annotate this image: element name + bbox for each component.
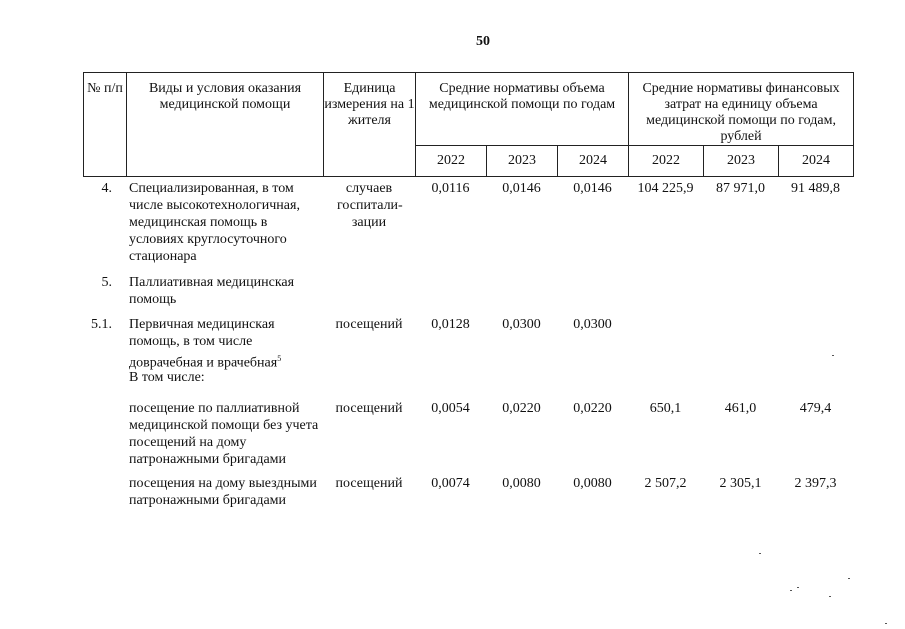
row-name: Специализированная, в том числе высокотехнологичная, медицинская помощь в условиях круглосуточного стационара: [129, 181, 300, 264]
footnote-marker: 5: [277, 354, 282, 363]
finance-2022: 650,1: [649, 401, 682, 416]
row-number: 4.: [101, 181, 112, 196]
row-number: [83, 369, 126, 400]
scan-speck: [797, 587, 799, 588]
row-name: В том числе:: [129, 370, 205, 385]
table-row: [83, 475, 853, 535]
table-row: [83, 369, 853, 400]
row-number: 5.1.: [91, 317, 112, 332]
row-number: [83, 475, 126, 535]
table-row: [83, 316, 853, 369]
row-number: 5.: [101, 275, 112, 290]
table-row: [83, 180, 853, 274]
volume-2022: 0,0074: [431, 476, 470, 491]
header-year: 2024: [779, 146, 854, 177]
header-unit: Единица измерения на 1 жителя: [324, 73, 416, 177]
scan-speck: [885, 623, 887, 624]
header-year: 2024: [558, 146, 629, 177]
header-number: № п/п: [84, 73, 127, 177]
scan-speck: [848, 578, 850, 579]
row-name: Паллиативная медицинская помощь: [129, 275, 295, 307]
row-unit: посещений: [335, 476, 403, 491]
finance-2024: 479,4: [799, 401, 832, 416]
volume-2023: 0,0146: [502, 181, 541, 196]
row-unit: случаев госпитали-зации: [337, 181, 403, 230]
volume-2022: 0,0116: [431, 181, 470, 196]
page-number: 50: [476, 34, 490, 49]
header-volume: Средние нормативы объема медицинской помощи по годам: [416, 73, 629, 146]
finance-2023: 87 971,0: [716, 181, 765, 196]
finance-2023: 461,0: [724, 401, 757, 416]
volume-2023: 0,0300: [502, 317, 541, 332]
volume-2024: 0,0300: [573, 317, 612, 332]
header-year: 2023: [487, 146, 558, 177]
header-finance: Средние нормативы финансовых затрат на единицу объема медицинской помощи по годам, рублей: [629, 73, 854, 146]
volume-2022: 0,0054: [431, 401, 470, 416]
row-number: [83, 400, 126, 475]
header-types: Виды и условия оказания медицинской помощи: [127, 73, 324, 177]
volume-2023: 0,0080: [502, 476, 541, 491]
volume-2024: 0,0080: [573, 476, 612, 491]
finance-2022: 104 225,9: [637, 181, 694, 196]
scan-speck: [829, 596, 831, 597]
finance-2022: 2 507,2: [644, 476, 687, 491]
header-year: 2023: [704, 146, 779, 177]
finance-2024: 91 489,8: [791, 181, 840, 196]
row-unit: посещений: [335, 317, 403, 332]
header-year: 2022: [416, 146, 487, 177]
scan-speck: [759, 553, 761, 554]
table-header: [83, 72, 854, 177]
row-name: посещение по паллиативной медицинской помощи без учета посещений на дому патронажными бригадами: [129, 401, 319, 467]
row-name: Первичная медицинская помощь, в том числе доврачебная и врачебная$^5$: [129, 317, 282, 371]
finance-2024: 2 397,3: [794, 476, 837, 491]
finance-2023: 2 305,1: [719, 476, 762, 491]
row-name: посещения на дому выездными патронажными бригадами: [129, 476, 317, 508]
table-row: [83, 400, 853, 475]
row-unit: посещений: [335, 401, 403, 416]
table-body: [83, 180, 853, 535]
volume-2024: 0,0220: [573, 401, 612, 416]
table-row: [83, 274, 853, 316]
scan-speck: [790, 590, 792, 591]
header-year: 2022: [629, 146, 704, 177]
volume-2024: 0,0146: [573, 181, 612, 196]
scan-speck: [832, 355, 834, 356]
volume-2023: 0,0220: [502, 401, 541, 416]
volume-2022: 0,0128: [431, 317, 470, 332]
